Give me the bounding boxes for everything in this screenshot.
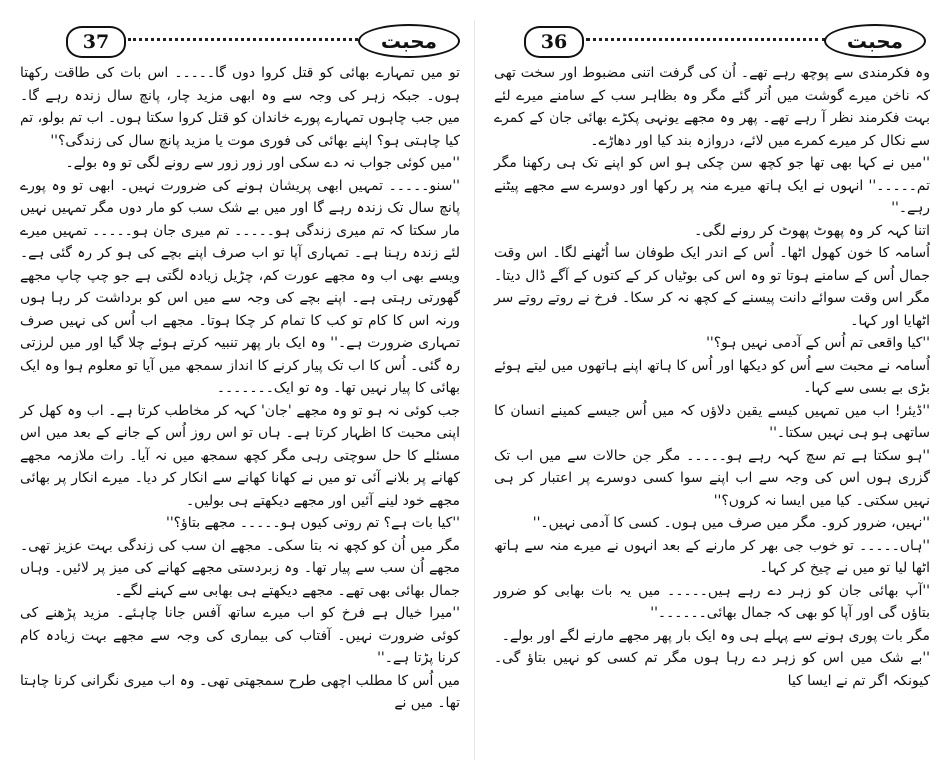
paragraph: مگر میں اُن کو کچھ نہ بتا سکی۔ مجھے ان سب کی زندگی بہت عزیز تھی۔ مجھے اُن سب سے پیار تھا۔ وہ زبردستی مجھے کھانے کی میز پر لائیں۔ وہاں جمال بھائی بھی تھے۔ مجھے دیکھتے ہی بھابی سے کہنے لگے۔ — [20, 537, 460, 599]
paragraph: اتنا کہہ کر وہ پھوٹ پھوٹ کر رونے لگی۔ — [694, 222, 930, 239]
header-dotted-rule — [586, 38, 826, 41]
paragraph: ''آپ بھائی جان کو زہر دے رہے ہیں۔۔۔۔۔ میں یہ بات بھابی کو ضرور بتاؤں گی اور آپا کو بھی کہ جمال بھائی۔۔۔۔۔۔'' — [494, 582, 930, 622]
paragraph: ''میں نے کہا بھی تھا جو کچھ سن چکی ہو اس کو اپنے تک ہی رکھنا مگر تم۔۔۔۔۔'' انہوں نے ایک ہاتھ میرے منہ پر رکھا اور دوسرے سے مجھے پیٹنے رہے۔'' — [494, 155, 930, 217]
paragraph: اُسامہ کا خون کھول اٹھا۔ اُس کے اندر ایک طوفان سا اُٹھنے لگا۔ اس وقت جمال اُس کے سامنے ہوتا تو وہ اس کی بوٹیاں کر کے کتوں کے آگے ڈال دیتا۔ مگر اس وقت سوائے دانت پیسنے کے کچھ نہ کر سکا۔ فرخ نے روتے روتے سر اٹھایا اور کہا۔ — [494, 245, 930, 329]
paragraph: ''ہو سکتا ہے تم سچ کہہ رہے ہو۔۔۔۔۔ مگر جن حالات سے میں اب تک گزری ہوں اس کی وجہ سے اب اپنے سوا کسی دوسرے پر اعتبار کر ہی نہیں سکتی۔ کیا میں ایسا نہ کروں؟'' — [494, 447, 930, 509]
right-page-text — [494, 62, 930, 772]
paragraph: ''میرا خیال ہے فرخ کو اب میرے ساتھ آفس جانا چاہئے۔ مزید پڑھنے کی کوئی ضرورت نہیں۔ آفتاب کی بیماری کی وجہ سے مجھے بہت زیادہ کام کرنا پڑتا ہے۔'' — [20, 605, 460, 667]
paragraph: ''ہاں۔۔۔۔۔ تو خوب جی بھر کر مارنے کے بعد انہوں نے میرے منہ سے ہاتھ اٹھا لیا تو میں نے چیخ کر کہا۔ — [494, 537, 930, 577]
paragraph: مگر بات پوری ہونے سے پہلے ہی وہ ایک بار پھر مجھے مارنے لگے اور بولے۔ — [501, 627, 930, 644]
paragraph: ''بے شک میں اس کو زہر دے رہا ہوں مگر تم کسی کو نہیں بتاؤ گی۔ کیونکہ اگر تم نے ایسا کیا — [494, 650, 930, 689]
header-dotted-rule — [128, 38, 358, 41]
paragraph: جب کوئی نہ ہو تو وہ مجھے 'جان' کہہ کر مخاطب کرتا ہے۔ اب وہ کھل کر اپنی محبت کا اظہار کرتا ہے۔ ہاں تو اس روز اُس کے جانے کے بعد میں اس مسئلے کا حل سوچتی رہی مگر کچھ سمجھ میں نہ آیا۔ رات ملازمہ مجھے کھانے پر بلانے آئی تو میں نے کھانا کھانے سے انکار کر دیا۔ میرے انکار پر بھائی مجھے خود لینے آئیں اور مجھے دیکھتے ہی بولیں۔ — [20, 402, 460, 509]
paragraph: ''سنو۔۔۔۔۔ تمہیں ابھی پریشان ہونے کی ضرورت نہیں۔ ابھی تو وہ پورے پانچ سال تک زندہ رہے گا اور میں بے شک سب کو مار دوں مگر تمہیں نہیں مار سکتا کہ تم میری زندگی ہو۔۔۔۔۔ تم میری جان ہو۔۔۔۔۔ تمہیں میرے لئے زندہ رہنا ہے۔ تمہاری آپا تو اب صرف اپنے بچے کی ہو کر رہ گئی ہے۔ ویسے بھی اب وہ مجھے عورت کم، چڑیل زیادہ لگتی ہے جو چپ چاپ مجھے گھورتی رہتی ہے۔ اپنے بچے کی وجہ سے میں اس کو برداشت کر رہا ہوں ورنہ اس کا کام تو کب کا تمام کر چکا ہوتا۔ مجھے اب اُس کی نہیں صرف تمہاری ضرورت ہے۔'' وہ ایک بار پھر تنبیہ کرتے ہوئے چلا گیا اور میں لرزتی رہ گئی۔ اُس کا اب تک پیار کرنے کا انداز سمجھ میں آیا تو معلوم ہوا وہ ایک بھائی کا پیار نہیں تھا۔ وہ تو ایک۔۔۔۔۔۔۔ — [20, 177, 460, 397]
left-page-header — [10, 22, 468, 58]
paragraph: ''میں کوئی جواب نہ دے سکی اور زور زور سے رونے لگی تو وہ بولے۔ — [65, 155, 460, 172]
left-page-number: 37 — [66, 26, 126, 58]
paragraph: میں اُس کا مطلب اچھی طرح سمجھتی تھی۔ وہ اب میری نگرانی کرنا چاہتا تھا۔ میں نے — [20, 672, 460, 712]
magazine-logo: محبت — [358, 24, 460, 58]
paragraph: ''کیا واقعی تم اُس کے آدمی نہیں ہو؟'' — [706, 335, 930, 352]
magazine-logo: محبت — [824, 24, 926, 58]
paragraph: ''نہیں، ضرور کرو۔ مگر میں صرف میں ہوں۔ کسی کا آدمی نہیں۔'' — [532, 515, 930, 532]
paragraph: وہ فکرمندی سے پوچھ رہے تھے۔ اُن کی گرفت اتنی مضبوط اور سخت تھی کہ ناخن میرے گوشت میں اُتر گئے مگر وہ بظاہر سب کے سامنے میرے لئے بہت فکرمند نظر آ رہے تھے۔ پھر وہ مجھے یونہی پکڑے بھائی جان کے کمرے سے نکال کر میرے کمرے میں لائے، دروازہ بند کیا اور دھاڑے۔ — [494, 65, 930, 149]
paragraph: ''کیا بات ہے؟ تم روتی کیوں ہو۔۔۔۔۔ مجھے بتاؤ؟'' — [166, 515, 460, 532]
right-page-header — [484, 22, 938, 58]
left-page — [10, 0, 468, 776]
paragraph: تو میں تمہارے بھائی کو قتل کروا دوں گا۔۔۔۔۔ اس بات کی طاقت رکھتا ہوں۔ جبکہ زہر کی وجہ سے وہ ابھی مزید چار، پانچ سال زندہ رہے گا۔ میں جب چاہوں تمہارے پورے خاندان کو قتل کروا سکتا ہوں۔ اب تم بولو، تم کیا چاہتی ہو؟ اپنے بھائی کی فوری موت یا مزید پانچ سال کی زندگی؟'' — [20, 65, 460, 149]
paragraph: اُسامہ نے محبت سے اُس کو دیکھا اور اُس کا ہاتھ اپنے ہاتھوں میں لیتے ہوئے بڑی بے بسی سے کہا۔ — [494, 357, 930, 397]
right-page-number: 36 — [524, 26, 584, 58]
page-gutter — [474, 20, 475, 760]
left-page-text — [20, 62, 460, 772]
paragraph: ''ڈیئر! اب میں تمہیں کیسے یقین دلاؤں کہ میں اُس جیسے کمینے انسان کا ساتھی ہو ہی نہیں سکتا۔'' — [494, 402, 930, 442]
right-page — [484, 0, 938, 776]
